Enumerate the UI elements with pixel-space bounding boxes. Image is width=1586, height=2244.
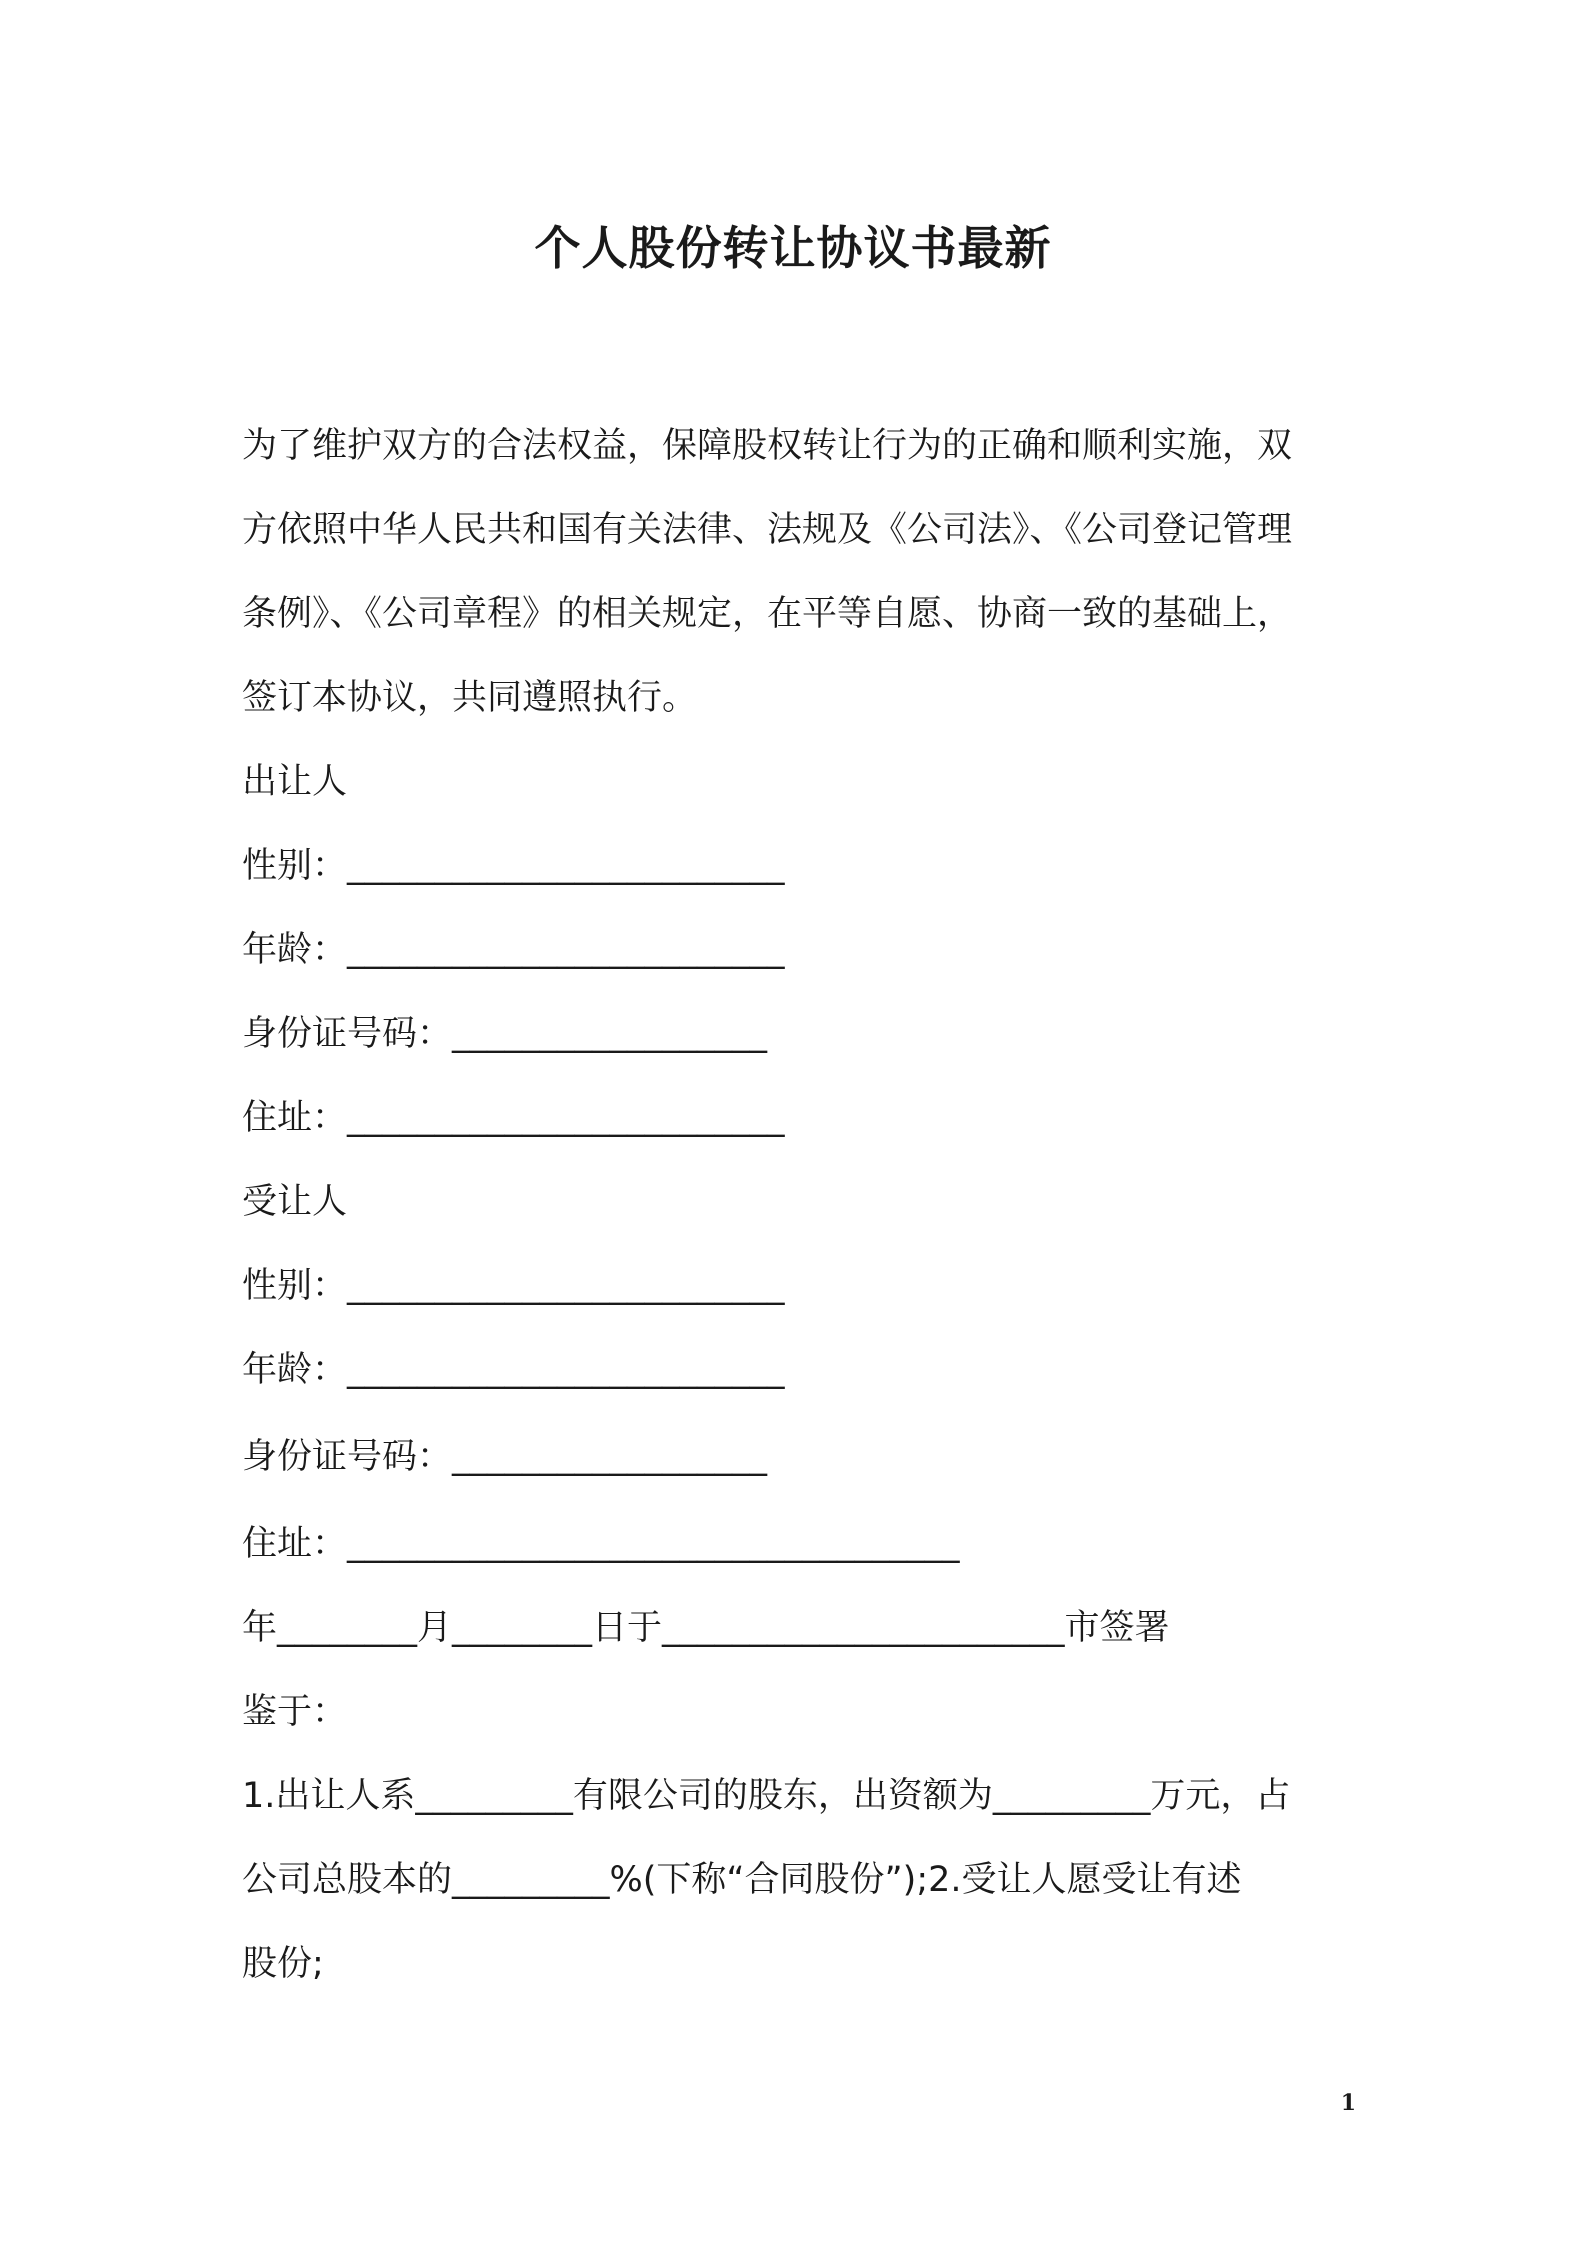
page-number: 1: [1340, 2090, 1356, 2116]
clause-line-3: 股份;: [242, 1944, 324, 1984]
document-body: [242, 404, 1362, 2006]
transferor-heading: 出让人: [242, 762, 348, 802]
signing-date-place-line: 年________月________日于_______________________市签署: [242, 1608, 1170, 1648]
transferee-id-field: 身份证号码：__________________: [242, 1437, 768, 1477]
clause-line-1: 1.出让人系_________有限公司的股东，出资额为_________万元，占: [242, 1776, 1291, 1816]
transferee-age-field: 年龄：_________________________: [242, 1350, 785, 1390]
intro-line-4: 签订本协议，共同遵照执行。: [242, 678, 698, 718]
transferee-address-field: 住址：___________________________________: [242, 1524, 960, 1564]
clause-line-2: 公司总股本的_________%(下称“合同股份”);2.受让人愿受让有述: [242, 1860, 1242, 1900]
whereas-heading: 鉴于：: [242, 1692, 348, 1732]
document-title: 个人股份转让协议书最新: [534, 221, 1052, 275]
intro-line-1: 为了维护双方的合法权益，保障股权转让行为的正确和顺利实施，双: [242, 426, 1293, 466]
transferor-address-field: 住址：_________________________: [242, 1098, 785, 1138]
transferee-section: [242, 1160, 1362, 1586]
transferee-heading: 受让人: [242, 1182, 348, 1222]
clause-paragraph: [242, 1754, 1362, 2006]
intro-line-2: 方依照中华人民共和国有关法律、法规及《公司法》、《公司登记管理: [242, 510, 1293, 550]
transferor-age-field: 年龄：_________________________: [242, 930, 785, 970]
transferor-gender-field: 性别：_________________________: [242, 846, 785, 886]
transferor-id-field: 身份证号码：__________________: [242, 1014, 768, 1054]
transferee-gender-field: 性别：_________________________: [242, 1266, 785, 1306]
intro-line-3: 条例》、《公司章程》的相关规定，在平等自愿、协商一致的基础上，: [242, 594, 1293, 634]
transferor-section: [242, 740, 1362, 1160]
intro-paragraph: [242, 404, 1362, 740]
